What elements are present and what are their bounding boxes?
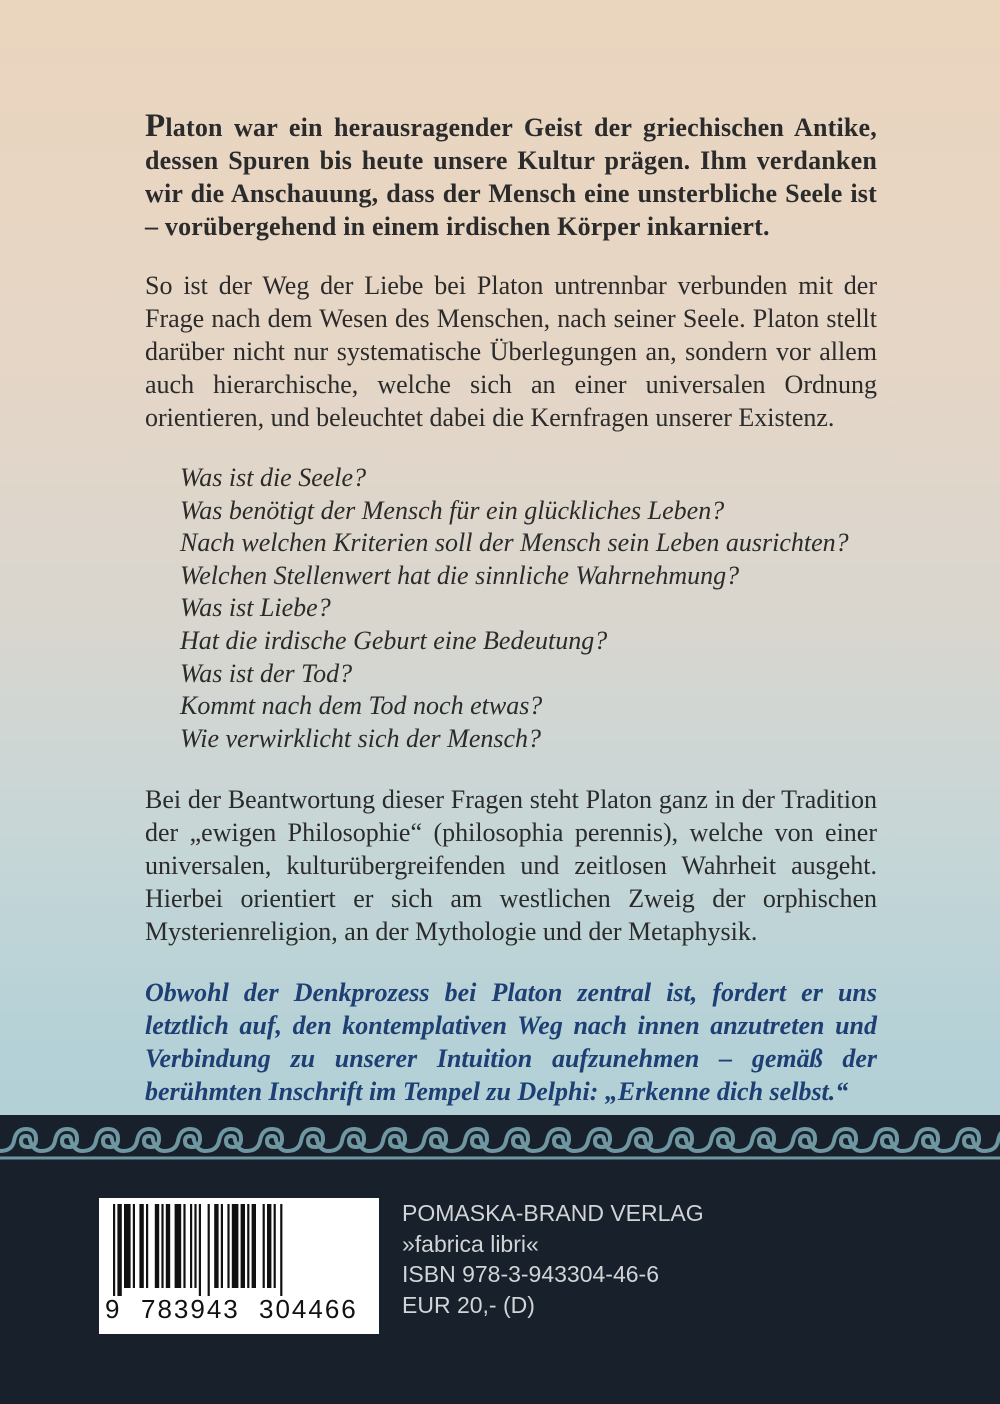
question-item: Was ist Liebe? <box>180 593 331 623</box>
drop-cap: P <box>145 108 166 144</box>
question-list <box>180 462 877 755</box>
body-paragraph-1: So ist der Weg der Liebe bei Platon untrennbar verbunden mit der Frage nach dem Wesen des Menschen, nach seiner Seele. Platon stellt darüber nicht nur systematische Überlegungen an, sondern vor allem auch hierarchische, welche sich an einer universalen Ordnung orientieren, und beleuchtet dabei die Kernfragen unserer Existenz. <box>145 271 877 432</box>
barcode-bar <box>161 1204 163 1288</box>
question-item: Was benötigt der Mensch für ein glückliches Leben? <box>180 495 725 525</box>
barcode-bar <box>232 1204 239 1288</box>
barcode-number <box>99 1292 379 1328</box>
intro-paragraph <box>145 110 877 243</box>
barcode-bar <box>263 1204 265 1288</box>
isbn-barcode <box>99 1198 379 1334</box>
barcode-bar <box>194 1204 196 1288</box>
publisher-name: POMASKA-BRAND VERLAG <box>402 1200 704 1226</box>
barcode-bar <box>113 1204 115 1296</box>
barcode-bar <box>247 1204 249 1288</box>
closing-quote-paragraph: Obwohl der Denkprozess bei Platon zentral ist, fordert er uns letztlich auf, den kontemplativen Weg nach innen anzutreten und Verbindung zu unserer Intuition aufzunehmen – gemäß der berühmten Inschrift im Tempel zu Delphi: „Erkenne dich selbst.“ <box>145 978 877 1107</box>
barcode-bar <box>274 1204 276 1288</box>
barcode-group-1: 783943 <box>141 1294 240 1324</box>
barcode-bar <box>133 1204 135 1288</box>
barcode-bar <box>199 1204 201 1296</box>
blurb-text <box>145 110 877 1108</box>
barcode-bar <box>208 1204 210 1296</box>
question-item: Wie verwirklicht sich der Mensch? <box>180 723 542 753</box>
barcode-bar <box>146 1204 148 1288</box>
publisher-info <box>402 1198 704 1320</box>
barcode-bar <box>252 1204 256 1288</box>
barcode-bar <box>139 1204 143 1288</box>
barcode-first-digit: 9 <box>105 1294 120 1324</box>
barcode-bar <box>227 1204 229 1288</box>
barcode-bar <box>214 1204 218 1288</box>
question-item: Hat die irdische Geburt eine Bedeutung? <box>180 625 608 655</box>
barcode-bar <box>190 1204 192 1288</box>
question-item: Welchen Stellenwert hat die sinnliche Wahrnehmung? <box>180 560 740 590</box>
barcode-bar <box>166 1204 170 1288</box>
publisher-imprint: »fabrica libri« <box>402 1230 539 1257</box>
barcode-group-2: 304466 <box>259 1294 358 1324</box>
barcode-bar <box>124 1204 131 1288</box>
barcode-bar <box>155 1204 159 1288</box>
barcode-bar <box>117 1204 121 1296</box>
barcode-bar <box>241 1204 245 1288</box>
barcode-bar <box>280 1204 282 1296</box>
barcode-bar <box>221 1204 223 1288</box>
question-item: Was ist der Tod? <box>180 658 353 688</box>
barcode-bar <box>175 1204 182 1288</box>
isbn-text: ISBN 978-3-943304-46-6 <box>402 1261 659 1287</box>
question-item: Nach welchen Kriterien soll der Mensch sein Leben ausrichten? <box>180 528 849 558</box>
question-item: Kommt nach dem Tod noch etwas? <box>180 691 543 721</box>
barcode-bar <box>267 1204 271 1288</box>
question-item: Was ist die Seele? <box>180 463 367 492</box>
price-text: EUR 20,- (D) <box>402 1291 535 1318</box>
intro-text: laton war ein herausragender Geist der griechischen Antike, dessen Spuren bis heute unsere Kultur prägen. Ihm verdanken wir die Anschauung, dass der Mensch eine unsterbliche Seele ist – vorübergehend in einem irdischen Körper inkarniert. <box>145 113 877 241</box>
greek-wave-border <box>0 1115 1000 1163</box>
barcode-bar <box>183 1204 185 1288</box>
body-paragraph-2: Bei der Beantwortung dieser Fragen steht Platon ganz in der Tradition der „ewigen Philosophie“ (philosophia perennis), welche von einer universalen, kulturübergreifenden und zeitlosen Wahrheit ausgeht. Hierbei orientiert er sich am westlichen Zweig der orphischen Mysterienreligion, an der Mythologie und der Metaphysik. <box>145 785 877 947</box>
